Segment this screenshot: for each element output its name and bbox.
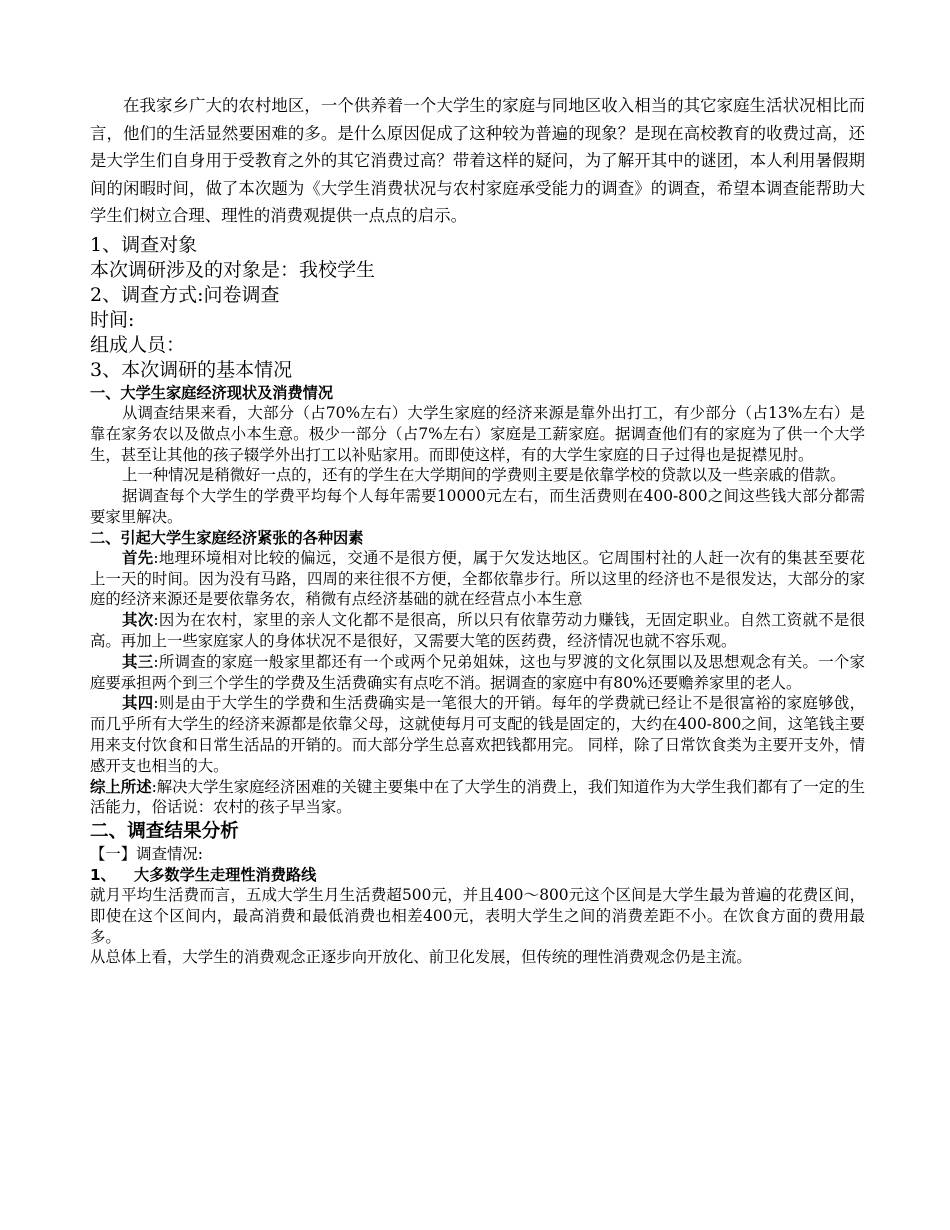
factor-4-lead: 其四 bbox=[122, 694, 154, 713]
factor-3-paragraph bbox=[90, 652, 865, 694]
members-label: 组成人员： bbox=[90, 333, 186, 356]
factor-3-lead: 其三 bbox=[122, 652, 154, 671]
summary-lead: 综上所述 bbox=[90, 777, 152, 796]
section-1-heading: 1、调查对象 bbox=[90, 233, 198, 256]
time-label: 时间: bbox=[90, 308, 135, 331]
factor-2-lead: 其次 bbox=[122, 611, 154, 630]
summary-text: :解决大学生家庭经济困难的关键主要集中在了大学生的消费上，我们知道作为大学生我们都有了一定的生活能力，俗话说：农村的孩子早当家。 bbox=[90, 777, 865, 817]
section-2-heading: 2、调查方式:问卷调查 bbox=[90, 283, 280, 306]
factor-1-paragraph bbox=[90, 548, 865, 610]
survey-label: 【一】调查情况: bbox=[90, 845, 203, 864]
intro-paragraph: 在我家乡广大的农村地区，一个供养着一个大学生的家庭与同地区收入相当的其它家庭生活状况相比而言，他们的生活显然要困难的多。是什么原因促成了这种较为普遍的现象？是现在高校教育的收费过高，还是大学生们自身用于受教育之外的其它消费过高？带着这样的疑问，为了解开其中的谜团，本人利用暑假期间的闲暇时间，做了本次题为《大学生消费状况与农村家庭承受能力的调查》的调查，希望本调查能帮助大学生们树立合理、理性的消费观提供一点点的启示。 bbox=[90, 96, 865, 226]
item-1-title: 大多数学生走理性消费路线 bbox=[134, 865, 317, 884]
item-1-heading bbox=[90, 865, 865, 885]
factor-1-lead: 首先 bbox=[122, 548, 154, 567]
item-1-paragraph-1: 就月平均生活费而言，五成大学生月生活费超500元，并且400～800元这个区间是大学生最为普遍的花费区间，即使在这个区间内，最高消费和最低消费也相差400元，表明大学生之间的消费差距不小。在饮食方面的费用最多。 bbox=[90, 885, 865, 946]
document-body bbox=[90, 92, 865, 968]
part-2-heading: 二、引起大学生家庭经济紧张的各种因素 bbox=[90, 528, 364, 547]
item-1-paragraph-2: 从总体上看，大学生的消费观念正逐步向开放化、前卫化发展，但传统的理性消费观念仍是主流。 bbox=[90, 948, 752, 967]
part-1-paragraph-3: 据调查每个大学生的学费平均每个人每年需要10000元左右，而生活费则在400-800之间这些钱大部分都需要家里解决。 bbox=[90, 487, 865, 526]
summary-paragraph bbox=[90, 777, 865, 819]
section-1-body: 本次调研涉及的对象是：我校学生 bbox=[90, 258, 376, 281]
section-3-heading: 3、本次调研的基本情况 bbox=[90, 358, 293, 381]
part-1-paragraph-2: 上一种情况是稍微好一点的，还有的学生在大学期间的学费则主要是依靠学校的贷款以及一些亲戚的借款。 bbox=[122, 466, 846, 485]
factor-1-text: :地理环境相对比较的偏远，交通不是很方便，属于欠发达地区。它周围村社的人赶一次有的集甚至要花上一天的时间。因为没有马路，四周的来往很不方便，全都依靠步行。所以这里的经济也不是很发达，大部分的家庭的经济来源还是要依靠务农，稍微有点经济基础的就在经营点小本生意 bbox=[90, 548, 865, 609]
results-heading: 二、调查结果分析 bbox=[90, 821, 239, 843]
part-1-paragraph-1: 从调查结果来看，大部分（占70%左右）大学生家庭的经济来源是靠外出打工，有少部分（占13%左右）是靠在家务农以及做点小本生意。极少一部分（占7%左右）家庭是工薪家庭。据调查他们有的家庭为了供一个大学生，甚至让其他的孩子辍学外出打工以补贴家用。而即使这样，有的大学生家庭的日子过得也是捉襟见肘。 bbox=[90, 403, 865, 464]
factor-2-text: :因为在农村，家里的亲人文化都不是很高，所以只有依靠劳动力赚钱，无固定职业。自然工资就不是很高。再加上一些家庭家人的身体状况不是很好，又需要大笔的医药费，经济情况也就不容乐观。 bbox=[90, 611, 865, 650]
part-1-heading: 一、大学生家庭经济现状及消费情况 bbox=[90, 383, 333, 402]
item-1-number: 1、 bbox=[90, 865, 116, 884]
factor-4-paragraph bbox=[90, 693, 865, 776]
factor-2-paragraph bbox=[90, 610, 865, 652]
factor-4-text: :则是由于大学生的学费和生活费确实是一笔很大的开销。每年的学费就已经让不是很富裕的家庭够戗，而几乎所有大学生的经济来源都是依靠父母，这就使每月可支配的钱是固定的，大约在400-800之间，这笔钱主要用来支付饮食和日常生活品的开销的。而大部分学生总喜欢把钱都用完。 同样，除了日常饮食类为主要开支外，情感开支也相当的大。 bbox=[90, 694, 865, 775]
factor-3-text: :所调查的家庭一般家里都还有一个或两个兄弟姐妹，这也与罗渡的文化氛围以及思想观念有关。一个家庭要承担两个到三个学生的学费及生活费确实有点吃不消。据调查的家庭中有80%还要赡养家里的老人。 bbox=[90, 652, 865, 692]
